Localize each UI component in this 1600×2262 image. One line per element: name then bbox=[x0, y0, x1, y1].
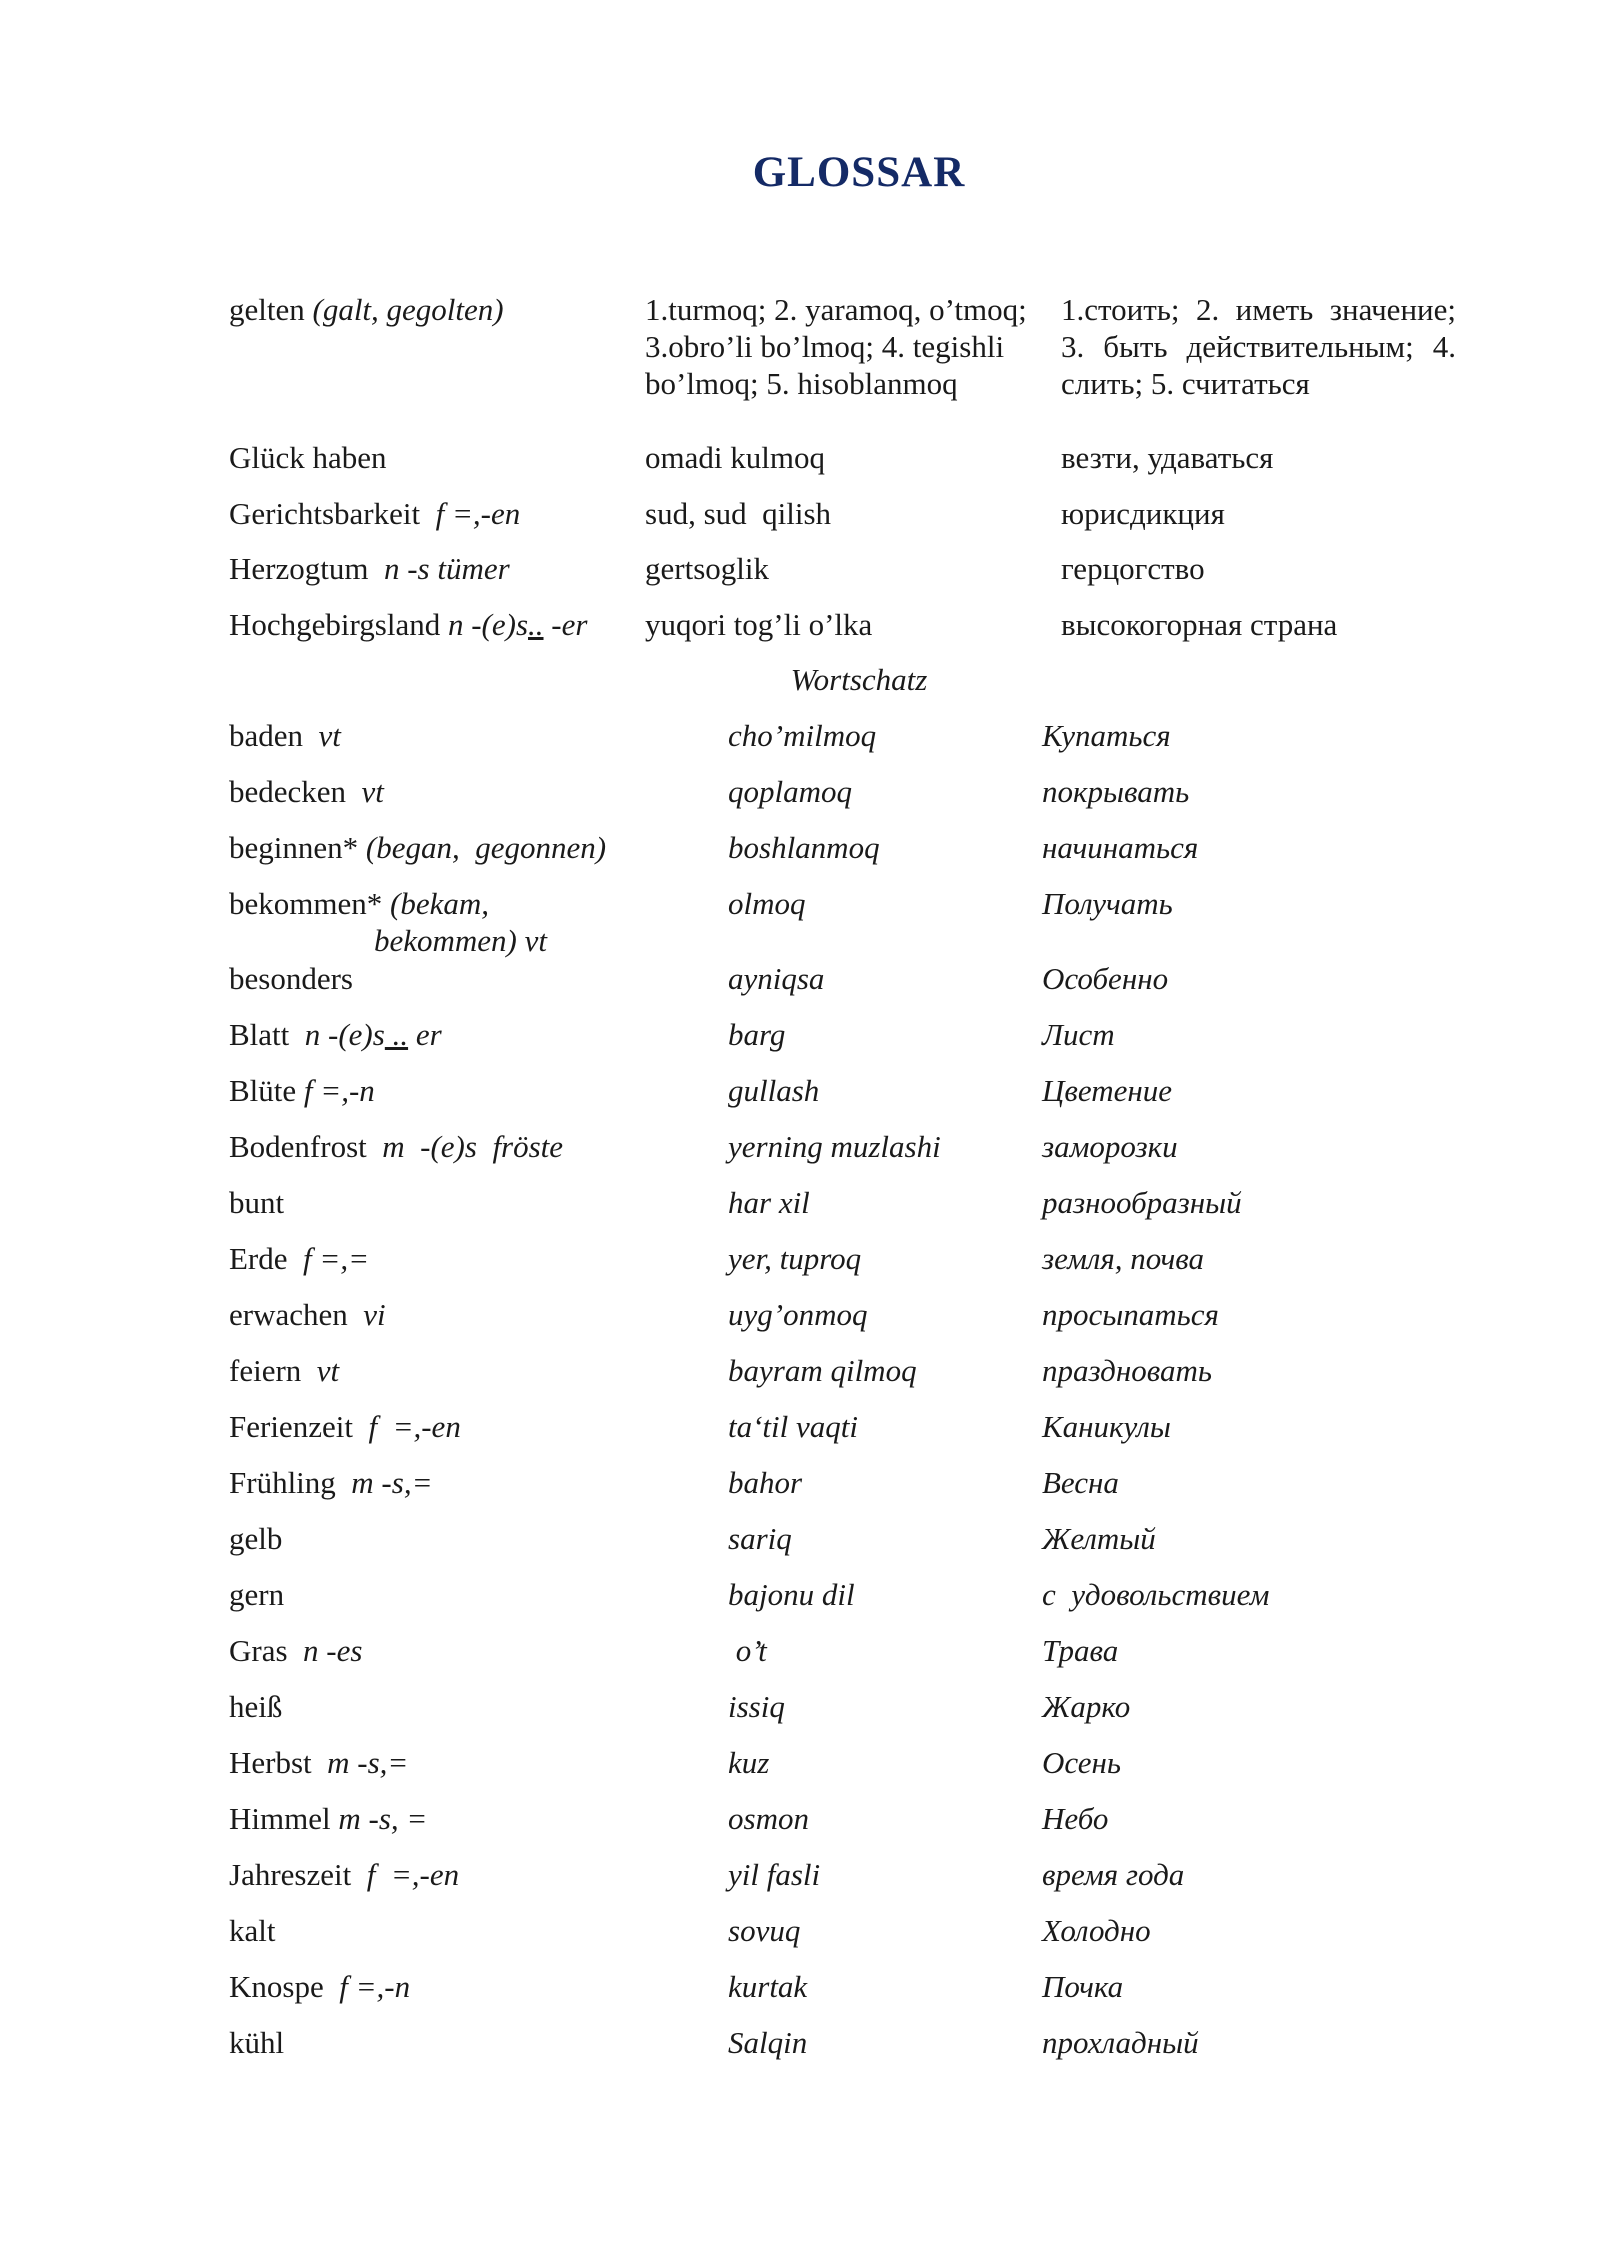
vocab-term: Erde f =,= bbox=[229, 1241, 369, 1276]
vocab-russian: Небо bbox=[1042, 1801, 1109, 1836]
vocab-uzbek: uyg’onmoq bbox=[728, 1297, 868, 1332]
vocab-uzbek: Salqin bbox=[728, 2025, 808, 2060]
entry-russian: герцогство bbox=[1061, 551, 1205, 586]
vocab-russian: с удовольствием bbox=[1042, 1577, 1270, 1612]
vocab-russian: Почка bbox=[1042, 1969, 1124, 2004]
entry-term: gelten (galt, gegolten) bbox=[229, 292, 504, 327]
vocab-uzbek: sovuq bbox=[728, 1913, 801, 1948]
entry-uzbek: gertsoglik bbox=[645, 551, 769, 586]
entry-term: Glück haben bbox=[229, 440, 387, 475]
entry-term: Hochgebirgsland n -(e)s.. -er bbox=[229, 607, 588, 642]
entry-uzbek: 1.turmoq; 2. yaramoq, o’tmoq; 3.obro’li bo’lmoq; 4. tegishli bo’lmoq; 5. hisoblanmoq bbox=[645, 292, 1027, 401]
section-label: Wortschatz bbox=[790, 662, 928, 697]
vocab-uzbek: barg bbox=[728, 1017, 786, 1052]
vocab-term: baden vt bbox=[229, 718, 341, 753]
vocab-russian: праздновать bbox=[1042, 1353, 1212, 1388]
vocab-term: Gras n -es bbox=[229, 1633, 363, 1668]
vocab-term: gelb bbox=[229, 1521, 283, 1556]
entry-uzbek: yuqori tog’li o’lka bbox=[645, 607, 873, 642]
vocab-russian: Желтый bbox=[1042, 1521, 1156, 1556]
vocab-russian: Весна bbox=[1042, 1465, 1119, 1500]
vocab-term: Jahreszeit f =,-en bbox=[229, 1857, 460, 1892]
entry-term: Gerichtsbarkeit f =,-en bbox=[229, 496, 521, 531]
vocab-uzbek: har xil bbox=[728, 1185, 810, 1220]
vocab-russian: Жарко bbox=[1042, 1689, 1131, 1724]
vocab-uzbek: yil fasli bbox=[728, 1857, 821, 1892]
vocab-uzbek: bayram qilmoq bbox=[728, 1353, 917, 1388]
vocab-russian: Холодно bbox=[1042, 1913, 1151, 1948]
vocab-uzbek: qoplamoq bbox=[728, 774, 852, 809]
entry-russian: 1.стоить; 2. иметь значение; 3. быть действительным; 4. слить; 5. считаться bbox=[1061, 292, 1456, 401]
entry-uzbek: sud, sud qilish bbox=[645, 496, 832, 531]
entry-russian: юрисдикция bbox=[1061, 496, 1225, 531]
vocab-russian: Особенно bbox=[1042, 961, 1169, 996]
vocab-term: Frühling m -s,= bbox=[229, 1465, 433, 1500]
vocab-russian: Лист bbox=[1042, 1017, 1115, 1052]
vocab-term: bekommen* (bekam, bekommen) vt bbox=[229, 886, 547, 958]
vocab-term: gern bbox=[229, 1577, 285, 1612]
vocab-russian: начинаться bbox=[1042, 830, 1199, 865]
vocab-uzbek: ta‘til vaqti bbox=[728, 1409, 859, 1444]
vocab-uzbek: olmoq bbox=[728, 886, 806, 921]
vocab-term: heiß bbox=[229, 1689, 283, 1724]
vocab-uzbek: yerning muzlashi bbox=[728, 1129, 941, 1164]
vocab-uzbek: osmon bbox=[728, 1801, 809, 1836]
vocab-russian: заморозки bbox=[1042, 1129, 1178, 1164]
vocab-uzbek: bajonu dil bbox=[728, 1577, 855, 1612]
vocab-uzbek: boshlanmoq bbox=[728, 830, 880, 865]
vocab-term: Ferienzeit f =,-en bbox=[229, 1409, 461, 1444]
vocab-term: bedecken vt bbox=[229, 774, 384, 809]
entry-russian: везти, удаваться bbox=[1061, 440, 1274, 475]
vocab-russian: земля, почва bbox=[1042, 1241, 1205, 1276]
entry-uzbek: omadi kulmoq bbox=[645, 440, 825, 475]
vocab-russian: Каникулы bbox=[1042, 1409, 1171, 1444]
vocab-russian: Осень bbox=[1042, 1745, 1121, 1780]
vocab-term: Himmel m -s, = bbox=[229, 1801, 428, 1836]
vocab-russian: прохладный bbox=[1042, 2025, 1199, 2060]
vocab-russian: Купаться bbox=[1042, 718, 1171, 753]
vocab-russian: покрывать bbox=[1042, 774, 1190, 809]
vocab-term: bunt bbox=[229, 1185, 285, 1220]
page-title: GLOSSAR bbox=[752, 149, 966, 196]
vocab-russian: Цветение bbox=[1042, 1073, 1172, 1108]
vocab-term: kühl bbox=[229, 2025, 285, 2060]
vocab-term: Bodenfrost m -(e)s fröste bbox=[229, 1129, 564, 1164]
vocab-uzbek: sariq bbox=[728, 1521, 792, 1556]
vocab-term: Knospe f =,-n bbox=[229, 1969, 411, 2004]
vocab-russian: Получать bbox=[1042, 886, 1173, 921]
entry-russian: высокогорная страна bbox=[1061, 607, 1338, 642]
vocab-russian: разнообразный bbox=[1042, 1185, 1242, 1220]
vocab-uzbek: issiq bbox=[728, 1689, 785, 1724]
vocab-uzbek: cho’milmoq bbox=[728, 718, 877, 753]
vocab-russian: Трава bbox=[1042, 1633, 1119, 1668]
vocab-term: Blüte f =,-n bbox=[229, 1073, 375, 1108]
vocab-term: besonders bbox=[229, 961, 353, 996]
vocab-uzbek: yer, tuproq bbox=[728, 1241, 862, 1276]
vocab-uzbek: gullash bbox=[728, 1073, 820, 1108]
vocab-term: beginnen* (began, gegonnen) bbox=[229, 830, 607, 865]
vocab-term: erwachen vi bbox=[229, 1297, 386, 1332]
vocab-uzbek: bahor bbox=[728, 1465, 803, 1500]
vocab-russian: время года bbox=[1042, 1857, 1185, 1892]
vocab-uzbek: kurtak bbox=[728, 1969, 808, 2004]
vocab-term: feiern vt bbox=[229, 1353, 340, 1388]
vocab-uzbek: o’t bbox=[728, 1633, 767, 1668]
vocab-uzbek: ayniqsa bbox=[728, 961, 825, 996]
vocab-russian: просыпаться bbox=[1042, 1297, 1219, 1332]
entry-term: Herzogtum n -s tümer bbox=[229, 551, 510, 586]
vocab-uzbek: kuz bbox=[728, 1745, 770, 1780]
vocab-term: Herbst m -s,= bbox=[229, 1745, 409, 1780]
vocab-term: kalt bbox=[229, 1913, 276, 1948]
vocab-term: Blatt n -(e)s .. er bbox=[229, 1017, 442, 1052]
